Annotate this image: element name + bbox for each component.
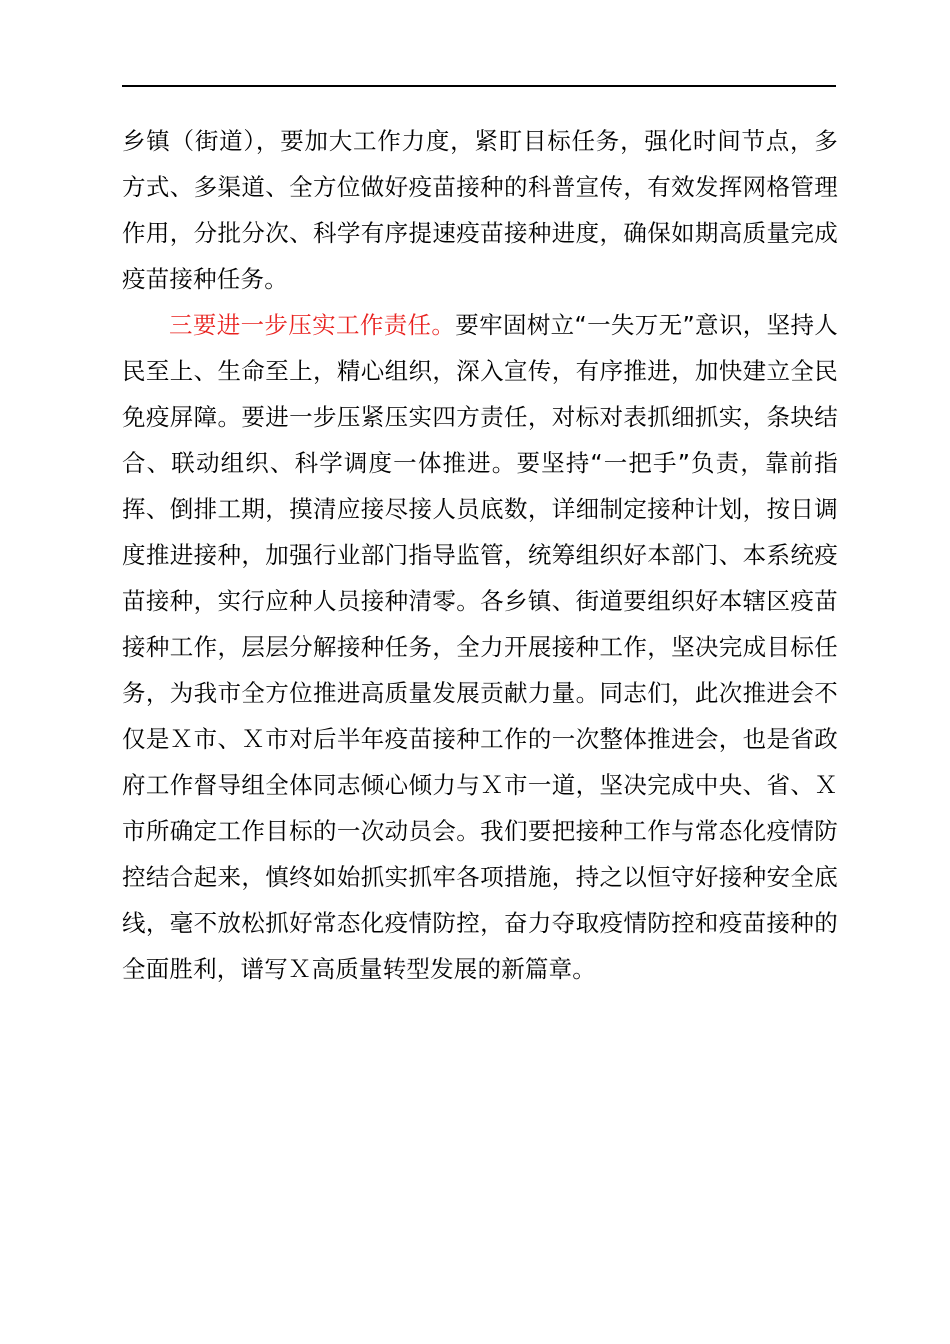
document-body	[122, 118, 838, 992]
paragraph-body: 要牢固树立“一失万无”意识，坚持人民至上、生命至上，精心组织，深入宣传，有序推进，加快建立全民免疫屏障。要进一步压紧压实四方责任，对标对表抓细抓实，条块结合、联动组织、科学调度一体推进。要坚持“一把手”负责，靠前指挥、倒排工期，摸清应接尽接人员底数，详细制定接种计划，按日调度推进接种，加强行业部门指导监管，统筹组织好本部门、本系统疫苗接种，实行应种人员接种清零。各乡镇、街道要组织好本辖区疫苗接种工作，层层分解接种任务，全力开展接种工作，坚决完成目标任务，为我市全方位推进高质量发展贡献力量。同志们，此次推进会不仅是Ｘ市、Ｘ市对后半年疫苗接种工作的一次整体推进会，也是省政府工作督导组全体同志倾心倾力与Ｘ市一道，坚决完成中央、省、Ｘ市所确定工作目标的一次动员会。我们要把接种工作与常态化疫情防控结合起来，慎终如始抓实抓牢各项措施，持之以恒守好接种安全底线，毫不放松抓好常态化疫情防控，奋力夺取疫情防控和疫苗接种的全面胜利，谱写Ｘ高质量转型发展的新篇章。	[122, 311, 838, 983]
section-heading: 三要进一步压实工作责任。	[169, 311, 456, 339]
paragraph-responsibility	[122, 302, 838, 992]
header-rule	[122, 85, 836, 87]
paragraph-continuation: 乡镇（街道），要加大工作力度，紧盯目标任务，强化时间节点，多方式、多渠道、全方位做好疫苗接种的科普宣传，有效发挥网格管理作用，分批分次、科学有序提速疫苗接种进度，确保如期高质量完成疫苗接种任务。	[122, 127, 838, 293]
